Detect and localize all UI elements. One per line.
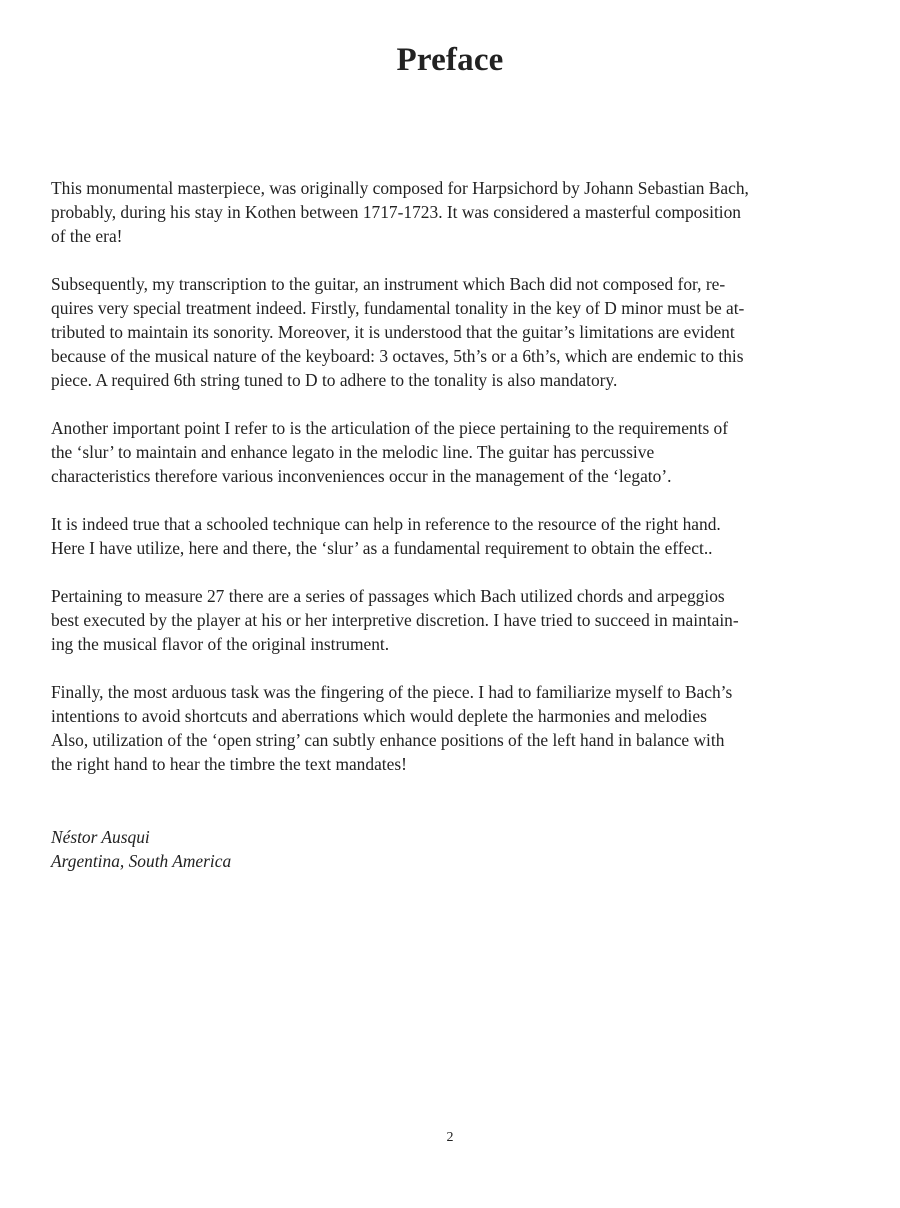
text-line: Another important point I refer to is the articulation of the piece pertaining to the requirements of (51, 418, 729, 438)
text-line: the ‘slur’ to maintain and enhance legato in the melodic line. The guitar has percussive (51, 442, 655, 462)
text-line: This monumental masterpiece, was originally composed for Harpsichord by Johann Sebastian Bach, (51, 178, 749, 198)
author-location: Argentina, South America (51, 851, 232, 871)
page-title: Preface (396, 42, 504, 78)
paragraph-1 (51, 176, 851, 248)
text-line: the right hand to hear the timbre the text mandates! (51, 754, 407, 774)
text-line: probably, during his stay in Kothen between 1717-1723. It was considered a masterful composition (51, 202, 742, 222)
text-line: characteristics therefore various inconveniences occur in the management of the ‘legato’. (51, 466, 672, 486)
paragraph-4 (51, 512, 851, 560)
text-line: Also, utilization of the ‘open string’ can subtly enhance positions of the left hand in balance with (51, 730, 725, 750)
paragraph-5 (51, 584, 851, 656)
paragraph-2 (51, 272, 851, 392)
text-line: Pertaining to measure 27 there are a series of passages which Bach utilized chords and arpeggios (51, 586, 725, 606)
author-name: Néstor Ausqui (51, 827, 150, 847)
text-line: intentions to avoid shortcuts and aberrations which would deplete the harmonies and melodies (51, 706, 707, 726)
signature-block (51, 825, 231, 873)
text-line: because of the musical nature of the keyboard: 3 octaves, 5th’s or a 6th’s, which are endemic to this (51, 346, 744, 366)
text-line: It is indeed true that a schooled technique can help in reference to the resource of the right hand. (51, 514, 721, 534)
text-line: best executed by the player at his or her interpretive discretion. I have tried to succeed in maintain- (51, 610, 739, 630)
text-line: tributed to maintain its sonority. Moreover, it is understood that the guitar’s limitations are evident (51, 322, 735, 342)
text-line: Here I have utilize, here and there, the ‘slur’ as a fundamental requirement to obtain the effect.. (51, 538, 713, 558)
text-line: ing the musical flavor of the original instrument. (51, 634, 390, 654)
page-number: 2 (446, 1130, 454, 1145)
text-line: Subsequently, my transcription to the guitar, an instrument which Bach did not composed for, re- (51, 274, 726, 294)
text-line: piece. A required 6th string tuned to D to adhere to the tonality is also mandatory. (51, 370, 618, 390)
preface-body (51, 176, 851, 800)
text-line: Finally, the most arduous task was the fingering of the piece. I had to familiarize myself to Bach’s (51, 682, 733, 702)
paragraph-6 (51, 680, 851, 776)
text-line: quires very special treatment indeed. Firstly, fundamental tonality in the key of D minor must be at- (51, 298, 745, 318)
text-line: of the era! (51, 226, 123, 246)
paragraph-3 (51, 416, 851, 488)
